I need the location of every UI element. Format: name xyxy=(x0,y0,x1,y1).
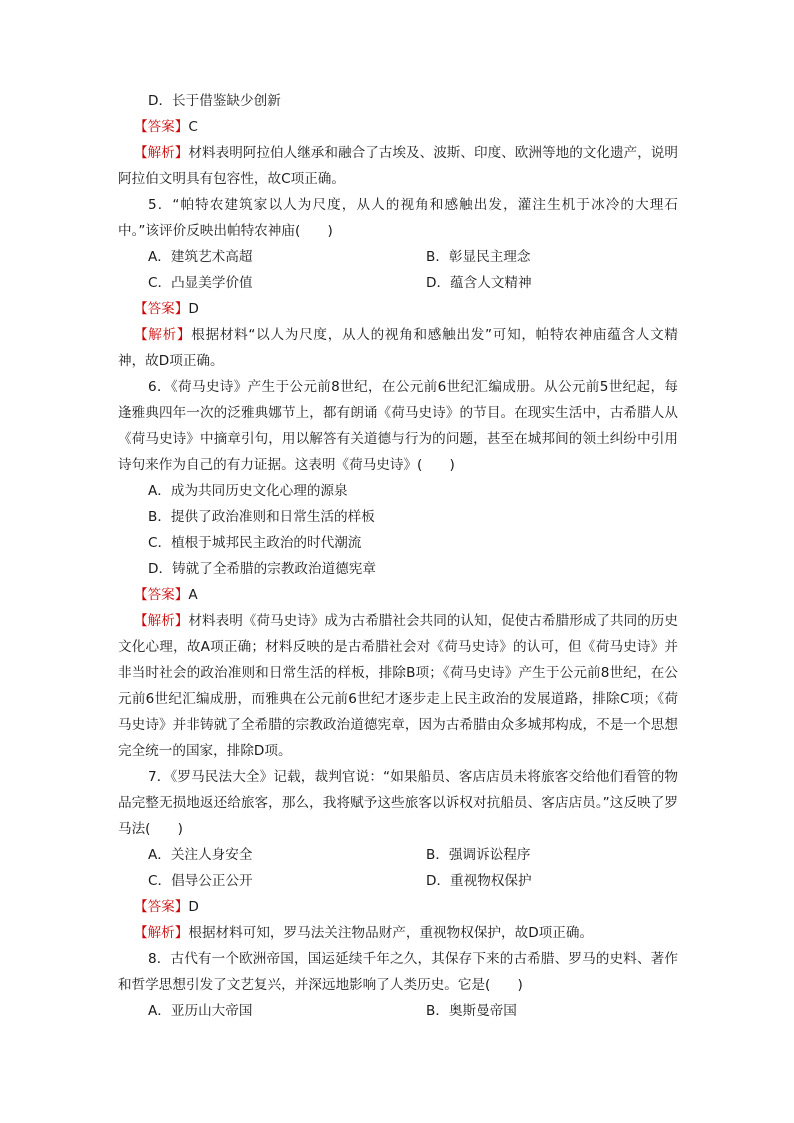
q6-answer-value: A xyxy=(188,587,198,603)
q4-answer xyxy=(118,114,678,140)
q8-options-row-1 xyxy=(118,998,678,1024)
q7-stem: 7．《罗马民法大全》记载，裁判官说：“如果船员、客店店员未将旅客交给他们看管的物品完整无损地返还给旅客，那么，我将赋予这些旅客以诉权对抗船员、客店店员。”这反映了罗马法( ) xyxy=(118,769,678,837)
q6-option-d: D．铸就了全希腊的宗教政治道德宪章 xyxy=(148,561,376,577)
q5-analysis xyxy=(118,322,678,374)
q6-option-c: C．植根于城邦民主政治的时代潮流 xyxy=(148,535,362,551)
analysis-tag: 【解析】 xyxy=(134,925,189,941)
q7-analysis-text: 根据材料可知，罗马法关注物品财产，重视物权保护，故D项正确。 xyxy=(188,925,594,941)
answer-tag: 【答案】 xyxy=(134,899,189,915)
q6-option-a: A．成为共同历史文化心理的源泉 xyxy=(148,483,348,499)
q5-option-d: D．蕴含人文精神 xyxy=(426,275,532,291)
q6-option-b: B．提供了政治准则和日常生活的样板 xyxy=(148,509,375,525)
q5-answer-value: D xyxy=(188,301,199,317)
answer-tag: 【答案】 xyxy=(134,587,189,603)
q4-analysis-text: 材料表明阿拉伯人继承和融合了古埃及、波斯、印度、欧洲等地的文化遗产，说明阿拉伯文明具有包容性，故C项正确。 xyxy=(118,145,679,187)
q6-answer xyxy=(118,582,678,608)
q7-options-row-1 xyxy=(118,842,678,868)
q7-option-b: B．强调诉讼程序 xyxy=(426,847,531,863)
q8-option-b: B．奥斯曼帝国 xyxy=(426,1003,517,1019)
q4-option-d: D．长于借鉴缺少创新 xyxy=(148,93,281,109)
document-page xyxy=(118,88,678,1024)
q6-stem: 6．《荷马史诗》产生于公元前8世纪，在公元前6世纪汇编成册。从公元前5世纪起，每逢雅典四年一次的泛雅典娜节上，都有朗诵《荷马史诗》的节目。在现实生活中，古希腊人从《荷马史诗》中摘章引句，用以解答有关道德与行为的问题，甚至在城邦间的领土纠纷中引用诗句来作为自己的有力证据。这表明《荷马史诗》( ) xyxy=(118,379,678,473)
q7-answer xyxy=(118,894,678,920)
q7-option-d: D．重视物权保护 xyxy=(426,873,532,889)
q7-options-row-2 xyxy=(118,868,678,894)
q5-answer xyxy=(118,296,678,322)
q6-analysis xyxy=(118,608,678,764)
q4-analysis xyxy=(118,140,678,192)
q5-option-b: B．彰显民主理念 xyxy=(426,249,531,265)
analysis-tag: 【解析】 xyxy=(134,145,189,161)
analysis-tag: 【解析】 xyxy=(134,327,192,343)
q5-options-row-2 xyxy=(118,270,678,296)
q7-answer-value: D xyxy=(188,899,199,915)
answer-tag: 【答案】 xyxy=(134,119,189,135)
answer-tag: 【答案】 xyxy=(134,301,189,317)
q5-option-c: C．凸显美学价值 xyxy=(148,275,253,291)
q7-option-c: C．倡导公正公开 xyxy=(148,873,253,889)
q6-analysis-text: 材料表明《荷马史诗》成为古希腊社会共同的认知，促使古希腊形成了共同的历史文化心理，故A项正确；材料反映的是古希腊社会对《荷马史诗》的认可，但《荷马史诗》并非当时社会的政治准则和日常生活的样板，排除B项；《荷马史诗》产生于公元前8世纪，在公元前6世纪汇编成册，而雅典在公元前6世纪才逐步走上民主政治的发展道路，排除C项；《荷马史诗》并非铸就了全希腊的宗教政治道德宪章，因为古希腊由众多城邦构成，不是一个思想完全统一的国家，排除D项。 xyxy=(118,613,679,759)
q4-answer-value: C xyxy=(188,119,198,135)
q8-option-a: A．亚历山大帝国 xyxy=(148,1003,253,1019)
analysis-tag: 【解析】 xyxy=(134,613,189,629)
q5-stem: 5．“帕特农建筑家以人为尺度，从人的视角和感触出发，灌注生机于冰冷的大理石中。”该评价反映出帕特农神庙( ) xyxy=(118,197,678,239)
q5-options-row-1 xyxy=(118,244,678,270)
q7-analysis xyxy=(118,920,678,946)
q5-option-a: A．建筑艺术高超 xyxy=(148,249,253,265)
q5-analysis-text: 根据材料“以人为尺度，从人的视角和感触出发”可知，帕特农神庙蕴含人文精神，故D项正确。 xyxy=(118,327,678,369)
q8-stem: 8．古代有一个欧洲帝国，国运延续千年之久，其保存下来的古希腊、罗马的史料、著作和哲学思想引发了文艺复兴，并深远地影响了人类历史。它是( ) xyxy=(118,951,678,993)
q7-option-a: A．关注人身安全 xyxy=(148,847,253,863)
